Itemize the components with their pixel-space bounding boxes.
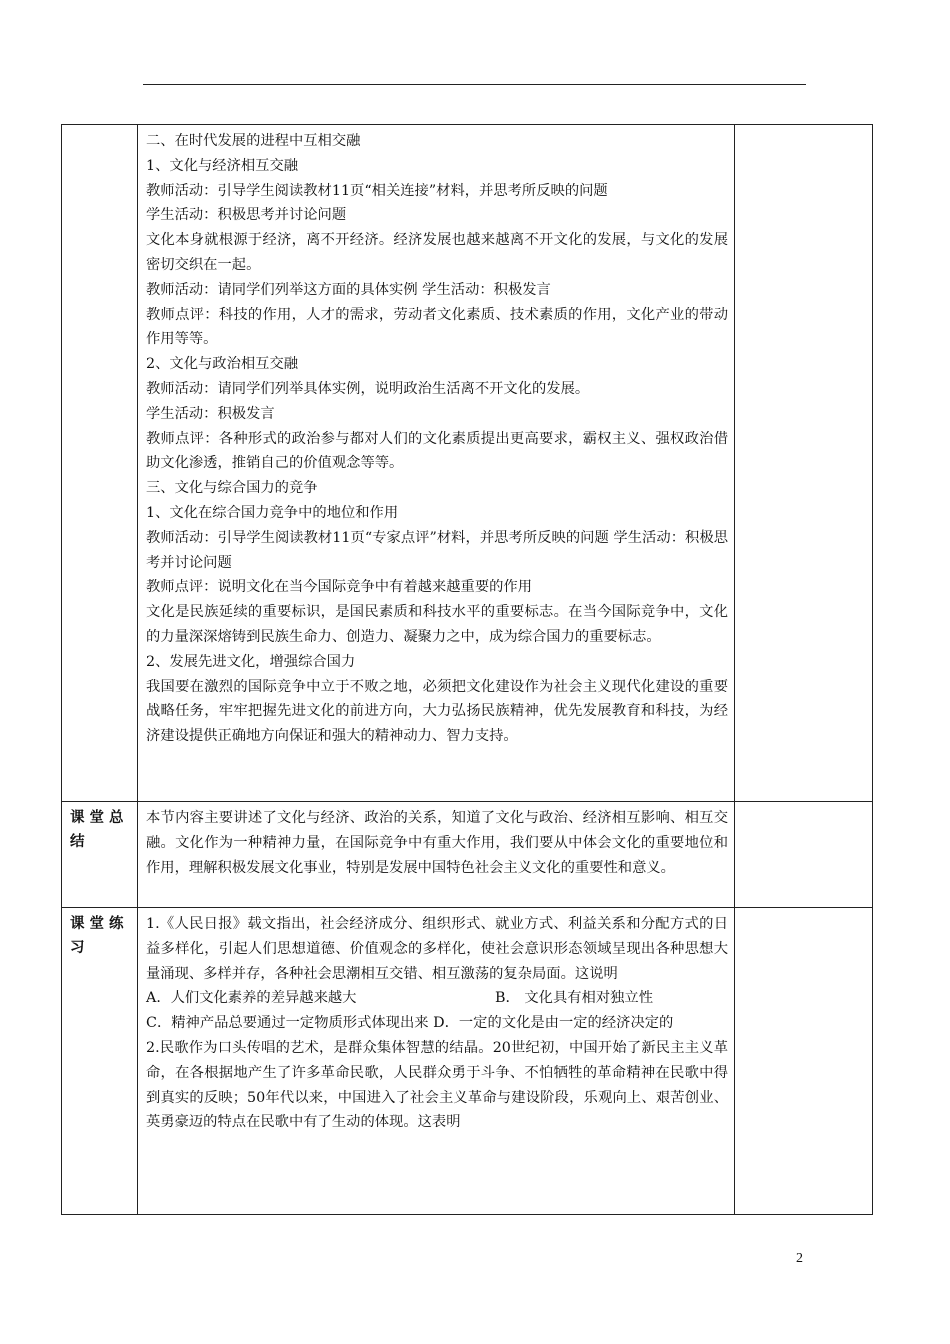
paragraph: 学生活动：积极发言 [146,405,275,422]
option-a: A．人们文化素养的差异越来越大 [146,990,357,1007]
paragraph: 教师活动：请同学们列举具体实例，说明政治生活离不开文化的发展。 [146,380,590,397]
paragraph: 我国要在激烈的国际竞争中立于不败之地，必须把文化建设作为社会主义现代化建设的重要战略任务，牢牢把握先进文化的前进方向，大力弘扬民族精神，优先发展教育和科技，为经济建设提供正确地方向保证和强大的精神动力、智力支持。 [146,678,728,745]
notes-cell [735,802,873,908]
table-row [62,802,873,908]
question-1-options-cd: C．精神产品总要通过一定物质形式体现出来 D．一定的文化是由一定的经济决定的 [146,1015,674,1032]
subheading: 1、文化在综合国力竞争中的地位和作用 [146,504,399,521]
subheading: 2、发展先进文化，增强综合国力 [146,653,356,670]
paragraph: 教师活动：引导学生阅读教材11页“相关连接”材料，并思考所反映的问题 [146,182,608,199]
section-heading: 三、文化与综合国力的竞争 [146,480,318,497]
question-1-options-ab [146,986,728,1011]
paragraph: 文化是民族延续的重要标识，是国民素质和科技水平的重要标志。在当今国际竞争中，文化的力量深深熔铸到民族生命力、创造力、凝聚力之中，成为综合国力的重要标志。 [146,604,728,645]
subheading: 2、文化与政治相互交融 [146,356,299,373]
practice-label: 课堂练习 [62,908,138,1215]
question-2-stem: 2.民歌作为口头传唱的艺术，是群众集体智慧的结晶。20世纪初，中国开始了新民主主义革命，在各根据地产生了许多革命民歌，人民群众勇于斗争、不怕牺牲的革命精神在民歌中得到真实的反映；50年代以来，中国进入了社会主义革命与建设阶段，乐观向上、艰苦创业、英勇豪迈的特点在民歌中有了生动的体现。这表明 [146,1039,728,1131]
paragraph: 教师活动：引导学生阅读教材11页“专家点评”材料，并思考所反映的问题 学生活动：积极思考并讨论问题 [146,529,728,571]
table-row [62,125,873,802]
question-1-stem: 1.《人民日报》载文指出，社会经济成分、组织形式、就业方式、利益关系和分配方式的日益多样化，引起人们思想道德、价值观念的多样化，使社会意识形态领域呈现出各种思想大量涌现、多样并存，各种社会思潮相互交错、相互激荡的复杂局面。这说明 [146,916,728,982]
page-number: 2 [796,1251,803,1266]
label-cell-empty [62,125,138,802]
paragraph: 教师点评：说明文化在当今国际竞争中有着越来越重要的作用 [146,579,533,596]
summary-content [138,802,735,908]
notes-cell [735,908,873,1215]
subheading: 1、文化与经济相互交融 [146,157,299,174]
option-b: B． 文化具有相对独立性 [495,990,654,1007]
paragraph: 教师点评：科技的作用，人才的需求，劳动者文化素质、技术素质的作用，文化产业的带动作用等等。 [146,306,728,348]
paragraph: 文化本身就根源于经济，离不开经济。经济发展也越来越离不开文化的发展，与文化的发展密切交织在一起。 [146,232,728,273]
section-content [138,125,735,802]
paragraph: 教师活动：请同学们列举这方面的具体实例 学生活动：积极发言 [146,281,551,298]
lesson-plan-table [61,124,873,1215]
summary-text: 本节内容主要讲述了文化与经济、政治的关系，知道了文化与政治、经济相互影响、相互交融。文化作为一种精神力量，在国际竞争中有重大作用，我们要从中体会文化的重要地位和作用，理解积极发展文化事业，特别是发展中国特色社会主义文化的重要性和意义。 [146,810,728,876]
paragraph: 教师点评：各种形式的政治参与都对人们的文化素质提出更高要求，霸权主义、强权政治借助文化渗透，推销自己的价值观念等等。 [146,430,728,472]
header-rule [143,84,806,85]
summary-label: 课堂总结 [62,802,138,908]
practice-content [138,908,735,1215]
notes-cell [735,125,873,802]
table-row [62,908,873,1215]
section-heading: 二、在时代发展的进程中互相交融 [146,133,361,149]
paragraph: 学生活动：积极思考并讨论问题 [146,207,347,224]
